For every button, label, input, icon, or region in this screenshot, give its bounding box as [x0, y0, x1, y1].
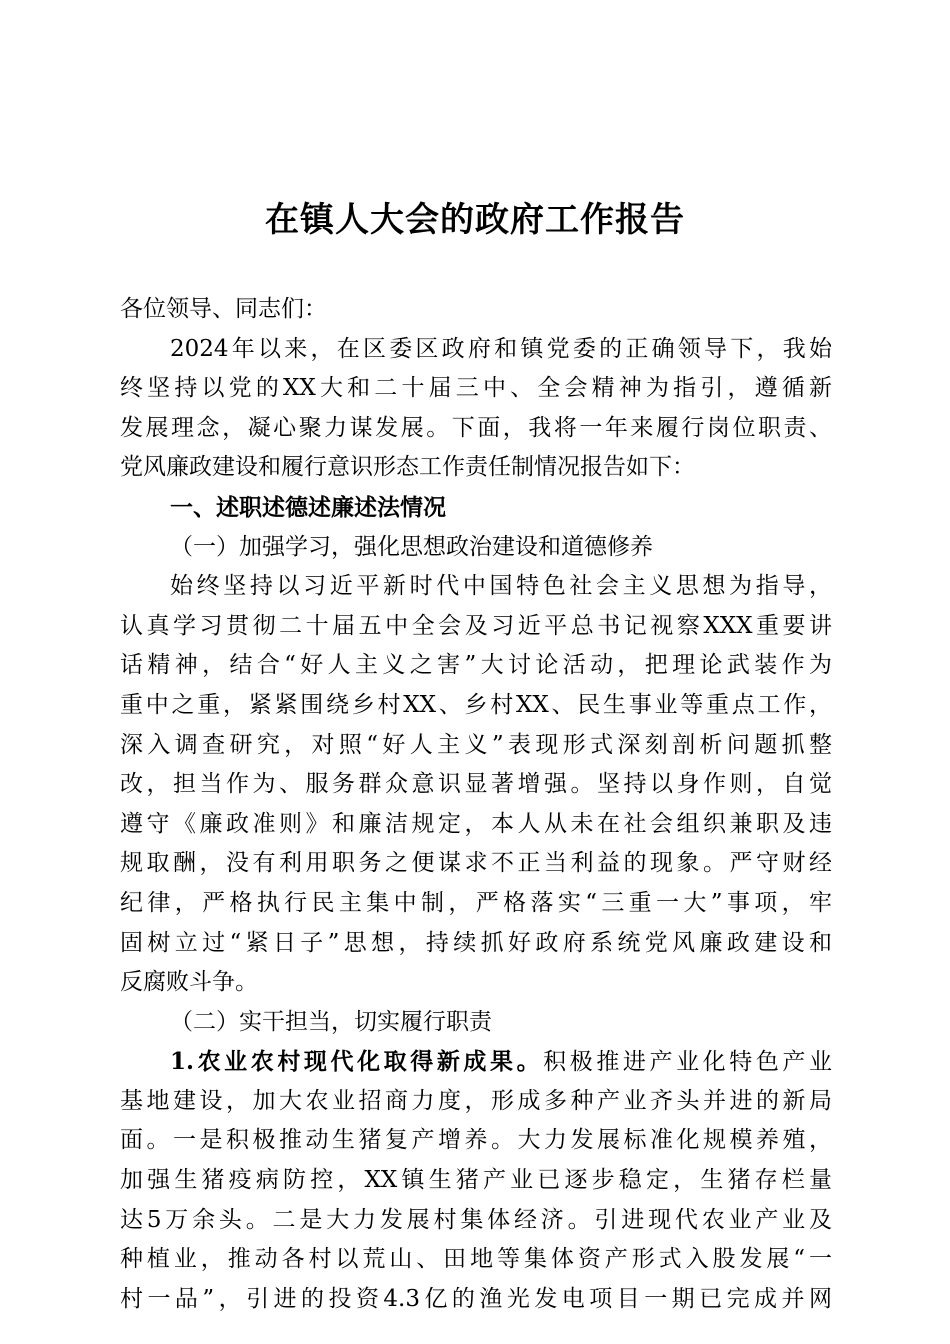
paragraph-line: 深入调查研究，对照“好人主义”表现形式深刻剖析问题抓整	[120, 731, 832, 758]
document-title: 在镇人大会的政府工作报告	[265, 200, 685, 240]
paragraph-line	[120, 1042, 832, 1082]
paragraph-line: 始终坚持以习近平新时代中国特色社会主义思想为指导，	[170, 573, 832, 600]
paragraph-line: 2024年以来，在区委区政府和镇党委的正确领导下，我始	[170, 335, 832, 362]
paragraph-line: 加强生猪疫病防控，XX镇生猪产业已逐步稳定，生猪存栏量	[120, 1167, 832, 1194]
paragraph-line: 遵守《廉政准则》和廉洁规定，本人从未在社会组织兼职及违	[120, 810, 832, 837]
paragraph-line: 达5万余头。二是大力发展村集体经济。引进现代农业产业及	[120, 1206, 832, 1233]
paragraph-line: 改，担当作为、服务群众意识显著增强。坚持以身作则，自觉	[120, 771, 832, 798]
paragraph-line: 基地建设，加大农业招商力度，形成多种产业齐头并进的新局	[120, 1087, 832, 1114]
subsection-heading: （一）加强学习，强化思想政治建设和道德修养	[170, 533, 653, 560]
paragraph-line: 认真学习贯彻二十届五中全会及习近平总书记视察XXX重要讲	[120, 612, 832, 639]
document-body	[120, 290, 832, 1319]
section-heading: 一、述职述德述廉述法情况	[170, 493, 446, 521]
paragraph-line: 村一品”，引进的投资4.3亿的渔光发电项目一期已完成并网	[120, 1285, 832, 1312]
paragraph-line: 种植业，推动各村以荒山、田地等集体资产形式入股发展“一	[120, 1246, 832, 1273]
paragraph-line: 话精神，结合“好人主义之害”大讨论活动，把理论武装作为	[120, 652, 832, 679]
salutation: 各位领导、同志们：	[120, 296, 327, 322]
subsection-heading: （二）实干担当，切实履行职责	[170, 1008, 492, 1035]
paragraph-line: 党风廉政建设和履行意识形态工作责任制情况报告如下：	[120, 454, 695, 481]
item-heading: 1.农业农村现代化取得新成果。	[170, 1048, 544, 1076]
paragraph-line: 规取酬，没有利用职务之便谋求不正当利益的现象。严守财经	[120, 850, 832, 877]
paragraph-text: 积极推进产业化特色产业	[543, 1049, 832, 1076]
paragraph-line: 面。一是积极推动生猪复产增养。大力发展标准化规模养殖，	[120, 1127, 832, 1154]
paragraph-line: 纪律，严格执行民主集中制，严格落实“三重一大”事项，牢	[120, 889, 832, 916]
paragraph-line: 固树立过“紧日子”思想，持续抓好政府系统党风廉政建设和	[120, 929, 832, 956]
paragraph-line: 反腐败斗争。	[120, 969, 258, 996]
paragraph-line: 重中之重，紧紧围绕乡村XX、乡村XX、民生事业等重点工作，	[120, 691, 832, 718]
paragraph-line: 终坚持以党的XX大和二十届三中、全会精神为指引，遵循新	[120, 375, 832, 402]
paragraph-line: 发展理念，凝心聚力谋发展。下面，我将一年来履行岗位职责、	[120, 414, 832, 441]
